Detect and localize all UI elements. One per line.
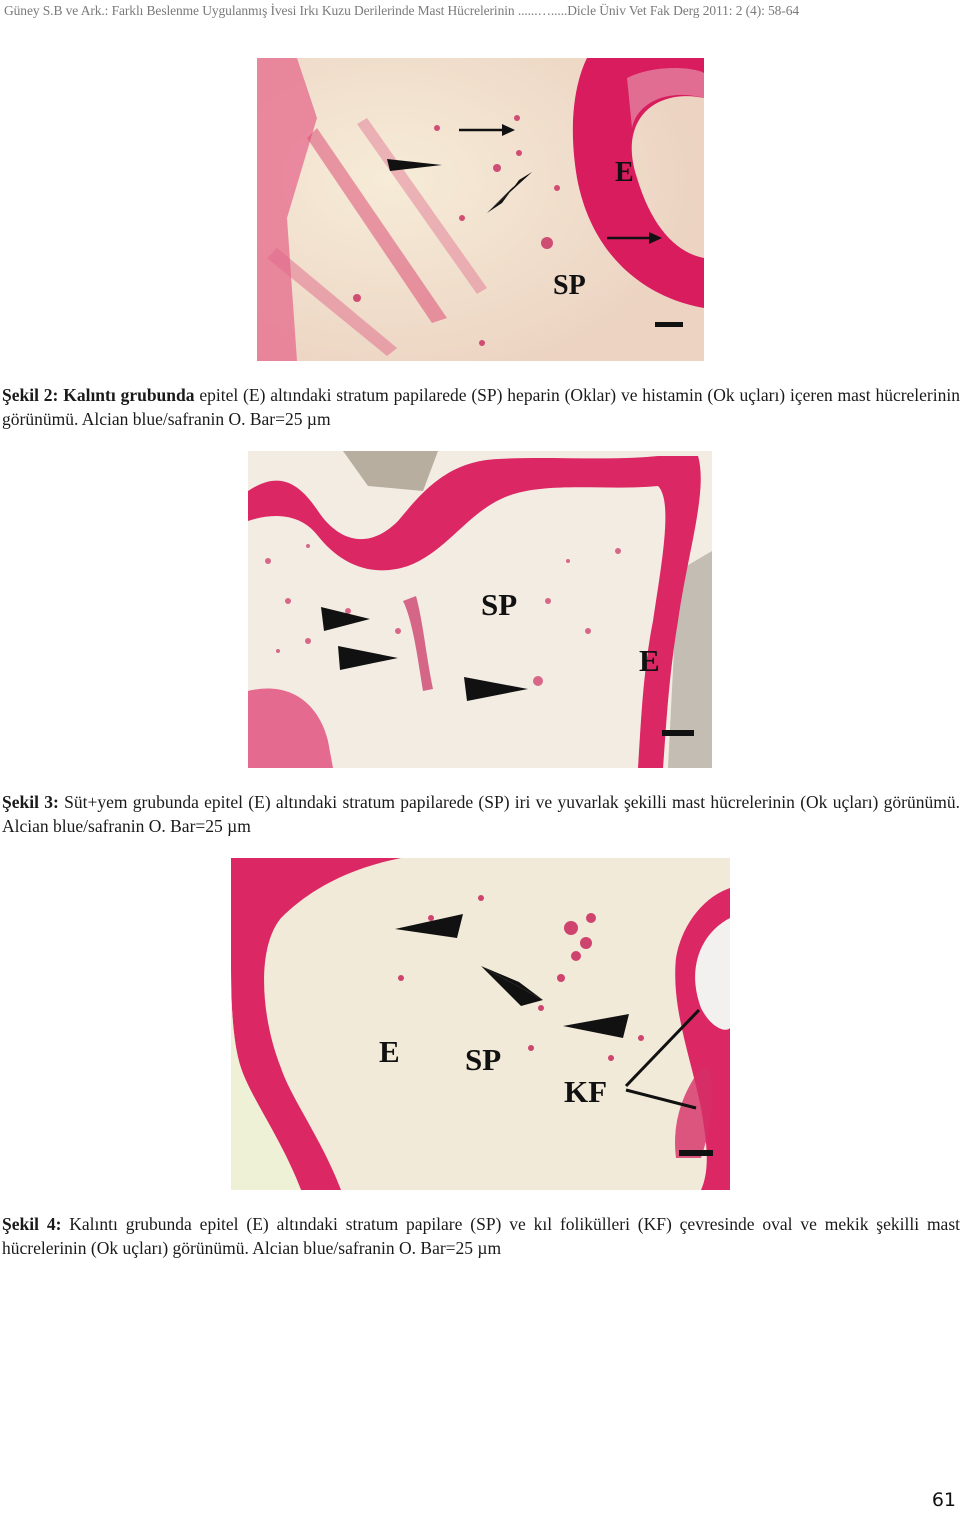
caption-label: Şekil 3: — [2, 792, 59, 812]
caption-label: Şekil 4: — [2, 1214, 62, 1234]
page-number: 61 — [931, 1489, 956, 1511]
figure-2-caption — [2, 383, 960, 431]
label-stratum-papillare: SP — [553, 270, 586, 301]
caption-label: Şekil 2: — [2, 385, 59, 405]
label-epithelium: E — [639, 643, 660, 678]
caption-bold-group: Kalıntı grubunda — [63, 385, 195, 405]
caption-text: Kalıntı grubunda epitel (E) altındaki stratum papilare (SP) ve kıl folikülleri (KF) çevresinde oval ve mekik şekilli mast hücrelerinin (Ok uçları) görünümü. Alcian blue/safranin O. Bar=25 µm — [2, 1214, 960, 1258]
label-stratum-papillare: SP — [481, 587, 518, 622]
caption-text: epitel (E) altındaki stratum papilarede (SP) heparin (Oklar) ve histamin (Ok uçları) içeren mast hücrelerinin görünümü. Alcian blue/safranin O. Bar=25 µm — [2, 385, 960, 429]
figure-4-micrograph — [231, 858, 730, 1190]
caption-text: Süt+yem grubunda epitel (E) altındaki stratum papilarede (SP) iri ve yuvarlak şekilli mast hücrelerinin (Ok uçları) görünümü. Alcian blue/safranin O. Bar=25 µm — [2, 792, 960, 836]
figure-4-caption — [2, 1212, 960, 1260]
figure-3-caption — [2, 790, 960, 838]
label-epithelium: E — [379, 1034, 400, 1069]
figure-3-micrograph — [248, 451, 712, 768]
figure-2-micrograph — [257, 58, 704, 361]
running-head: Güney S.B ve Ark.: Farklı Beslenme Uygulanmış İvesi Irkı Kuzu Derilerinde Mast Hücrelerinin ......….....Dicle Üniv Vet Fak Derg 2011: 2 (4): 58-64 — [4, 3, 800, 18]
label-stratum-papillare: SP — [465, 1042, 502, 1077]
label-epithelium: E — [615, 157, 634, 188]
label-hair-follicle: KF — [564, 1074, 608, 1109]
